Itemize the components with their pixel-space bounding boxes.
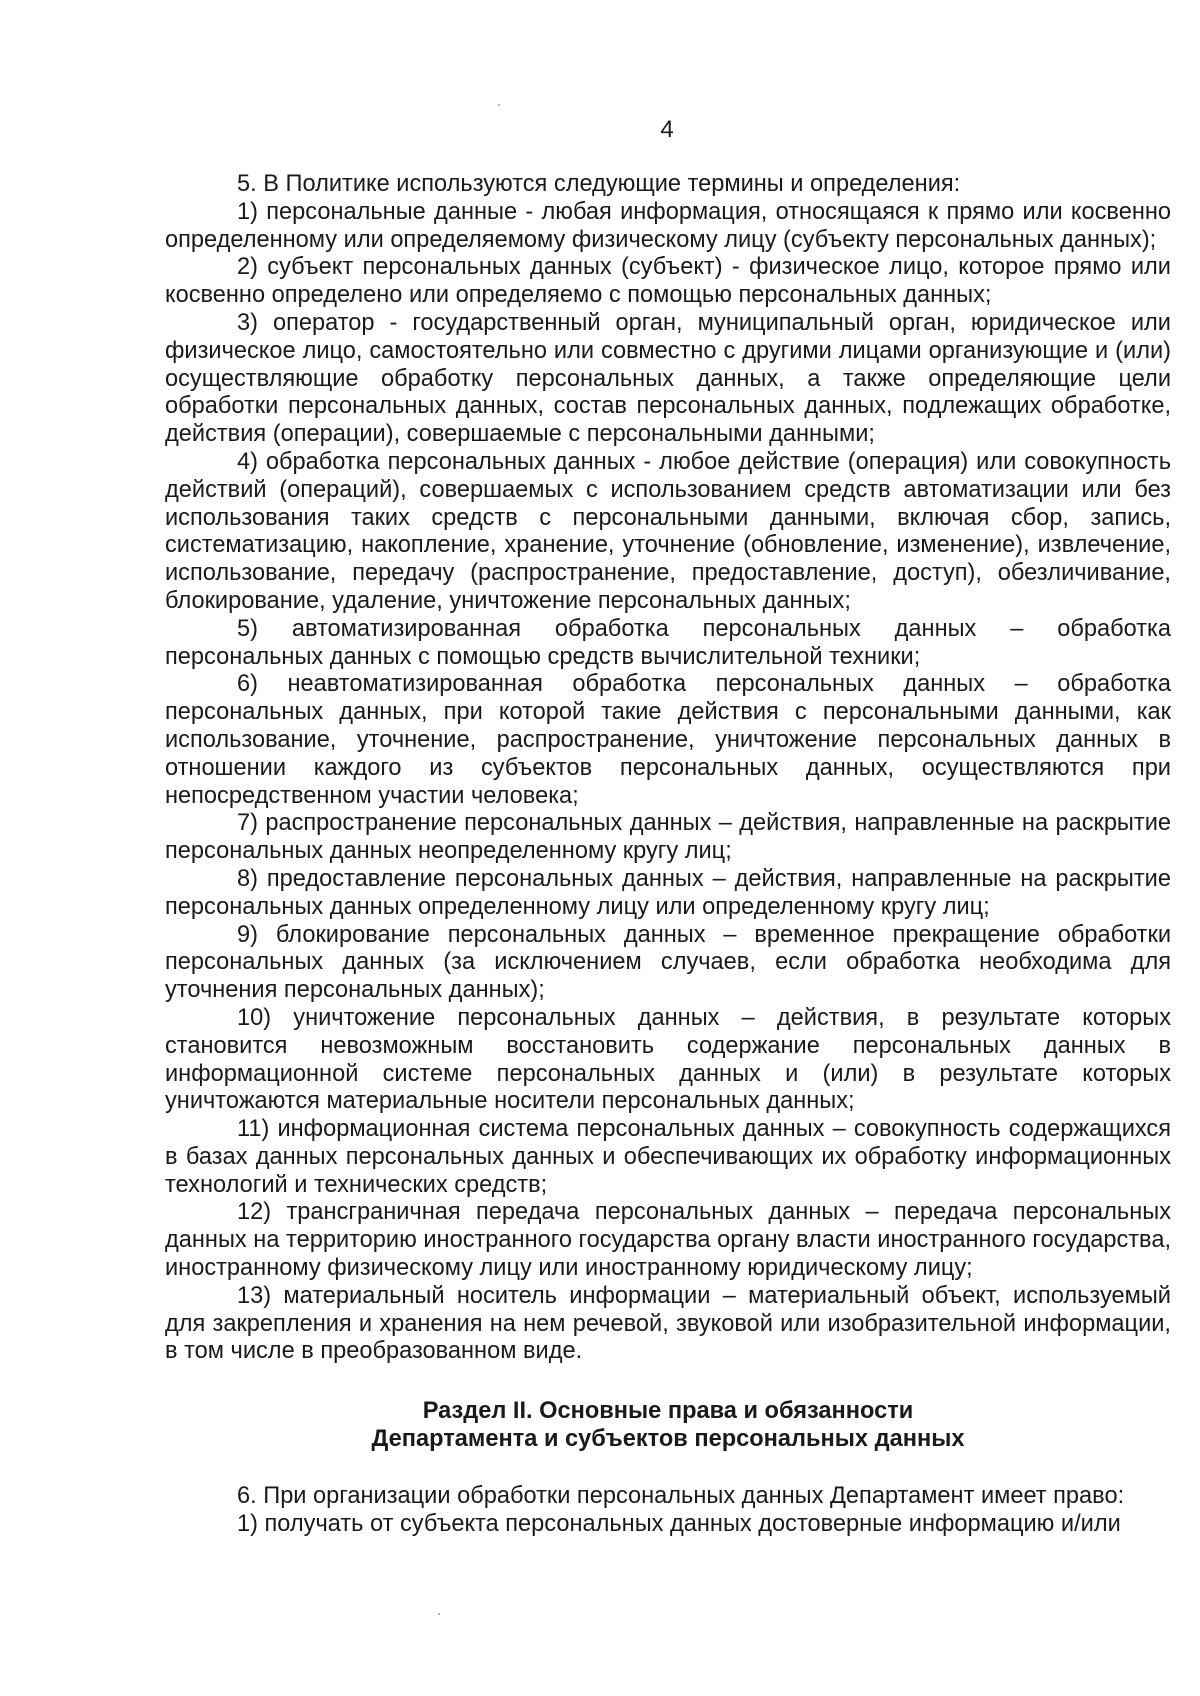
document-body: [165, 171, 1171, 1539]
paragraph-definition-3: 3) оператор - государственный орган, муниципальный орган, юридическое или физическое лицо, самостоятельно или совместно с другими лицами организующие и (или) осуществляющие обработку персональных данных, а также определяющие цели обработки персональных данных, состав персональных данных, подлежащих обработке, действия (операции), совершаемые с персональными данными;: [165, 309, 1171, 448]
paragraph-definition-5: 5) автоматизированная обработка персональных данных – обработка персональных данных с помощью средств вычислительной техники;: [165, 615, 1171, 670]
paragraph-definition-10: 10) уничтожение персональных данных – действия, в результате которых становится невозможным восстановить содержание персональных данных в информационной системе персональных данных и (или) в результате которых уничтожаются материальные носители персональных данных;: [165, 1004, 1171, 1115]
paragraph-item-6-intro: 6. При организации обработки персональных данных Департамент имеет право:: [237, 1483, 1125, 1510]
paragraph-definition-11: 11) информационная система персональных данных – совокупность содержащихся в базах данных персональных данных и обеспечивающих их обработку информационных технологий и технических средств;: [165, 1116, 1171, 1198]
section-heading-line-2: Департамента и субъектов персональных данных: [371, 1426, 965, 1453]
paragraph-definition-4: 4) обработка персональных данных - любое действие (операция) или совокупность действий (операций), совершаемых с использованием средств автоматизации или без использования таких средств с персональными данными, включая сбор, запись, систематизацию, накопление, хранение, уточнение (обновление, изменение), извлечение, использование, передачу (распространение, предоставление, доступ), обезличивание, блокирование, удаление, уничтожение персональных данных;: [165, 448, 1171, 614]
section-heading-line-1: Раздел II. Основные права и обязанности: [422, 1398, 914, 1425]
scan-speck: [438, 1613, 440, 1615]
paragraph-definition-2: 2) субъект персональных данных (субъект) - физическое лицо, которое прямо или косвенно определено или определяемо с помощью персональных данных;: [165, 254, 1171, 309]
section-heading: [165, 1397, 1171, 1453]
paragraph-definition-7: 7) распространение персональных данных – действия, направленные на раскрытие персональных данных неопределенному кругу лиц;: [165, 810, 1171, 865]
scan-speck: [498, 104, 500, 106]
paragraph-right-1: 1) получать от субъекта персональных данных достоверные информацию и/или: [237, 1511, 1121, 1538]
page-number: 4: [660, 116, 674, 143]
paragraph-definition-9: 9) блокирование персональных данных – временное прекращение обработки персональных данных (за исключением случаев, если обработка необходима для уточнения персональных данных);: [165, 921, 1171, 1004]
paragraph-definition-8: 8) предоставление персональных данных – действия, направленные на раскрытие персональных данных определенному лицу или определенному кругу лиц;: [165, 865, 1171, 920]
paragraph-definition-12: 12) трансграничная передача персональных данных – передача персональных данных на территорию иностранного государства органу власти иностранного государства, иностранному физическому лицу или иностранному юридическому лицу;: [165, 1199, 1171, 1282]
paragraph-definition-13: 13) материальный носитель информации – материальный объект, используемый для закрепления и хранения на нем речевой, звуковой или изобразительной информации, в том числе в преобразованном виде.: [165, 1282, 1171, 1365]
paragraph-item-5-intro: 5. В Политике используются следующие термины и определения:: [237, 171, 961, 197]
paragraph-definition-1: 1) персональные данные - любая информация, относящаяся к прямо или косвенно определенному или определяемому физическому лицу (субъекту персональных данных);: [165, 198, 1171, 253]
paragraph-definition-6: 6) неавтоматизированная обработка персональных данных – обработка персональных данных, при которой такие действия с персональными данными, как использование, уточнение, распространение, уничтожение персональных данных в отношении каждого из субъектов персональных данных, осуществляются при непосредственном участии человека;: [165, 671, 1171, 809]
